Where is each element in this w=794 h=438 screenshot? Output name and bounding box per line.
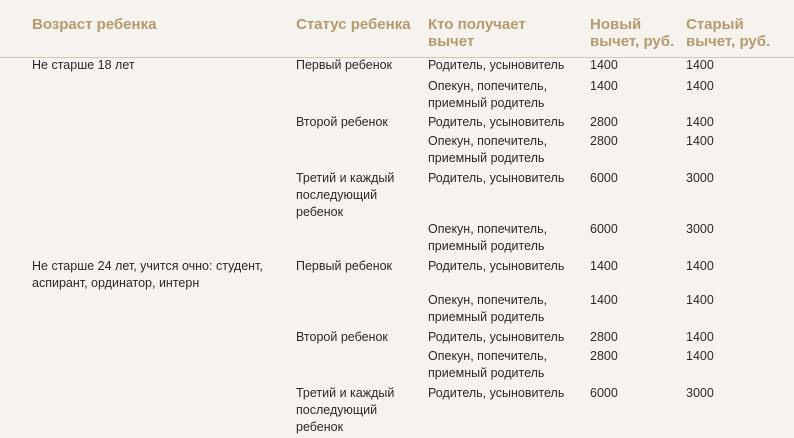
status-third-child: Третий и каждый последующий ребенок: [296, 171, 395, 219]
table-header: [0, 0, 794, 58]
status-first-child: Первый ребенок: [296, 259, 393, 273]
new-deduction-cell: 1400: [590, 58, 618, 72]
recipient-cell: Родитель, усыновитель: [428, 58, 565, 72]
recipient-cell: Опекун, попечитель, приемный родитель: [428, 134, 548, 165]
new-deduction-cell: 1400: [590, 79, 618, 93]
recipient-cell: Опекун, попечитель, приемный родитель: [428, 293, 548, 324]
status-third-child: Третий и каждый последующий ребенок: [296, 386, 395, 434]
old-deduction-cell: 1400: [686, 330, 714, 344]
new-deduction-cell: 6000: [590, 171, 618, 185]
recipient-cell: Родитель, усыновитель: [428, 386, 565, 400]
header-recipient: Кто получает вычет: [428, 16, 526, 50]
header-age: Возраст ребенка: [32, 16, 157, 33]
new-deduction-cell: 2800: [590, 134, 618, 148]
status-second-child: Второй ребенок: [296, 115, 388, 129]
new-deduction-cell: 1400: [590, 259, 618, 273]
status-second-child: Второй ребенок: [296, 330, 388, 344]
header-new-deduction: Новый вычет, руб.: [590, 16, 675, 50]
recipient-cell: Родитель, усыновитель: [428, 330, 565, 344]
recipient-cell: Родитель, усыновитель: [428, 115, 565, 129]
header-old-deduction: Старый вычет, руб.: [686, 16, 771, 50]
recipient-cell: Опекун, попечитель, приемный родитель: [428, 349, 548, 380]
status-first-child: Первый ребенок: [296, 58, 393, 72]
old-deduction-cell: 1400: [686, 134, 714, 148]
new-deduction-cell: 6000: [590, 386, 618, 400]
old-deduction-cell: 1400: [686, 115, 714, 129]
new-deduction-cell: 6000: [590, 222, 618, 236]
old-deduction-cell: 1400: [686, 259, 714, 273]
new-deduction-cell: 2800: [590, 115, 618, 129]
new-deduction-cell: 2800: [590, 330, 618, 344]
age-group-1: Не старше 18 лет: [32, 58, 135, 72]
age-group-2: Не старше 24 лет, учится очно: студент, аспирант, ординатор, интерн: [32, 259, 263, 290]
recipient-cell: Опекун, попечитель, приемный родитель: [428, 79, 548, 110]
recipient-cell: Опекун, попечитель, приемный родитель: [428, 222, 548, 253]
recipient-cell: Родитель, усыновитель: [428, 259, 565, 273]
new-deduction-cell: 1400: [590, 293, 618, 307]
old-deduction-cell: 1400: [686, 58, 714, 72]
old-deduction-cell: 1400: [686, 349, 714, 363]
old-deduction-cell: 1400: [686, 79, 714, 93]
old-deduction-cell: 1400: [686, 293, 714, 307]
header-status: Статус ребенка: [296, 16, 411, 33]
old-deduction-cell: 3000: [686, 171, 714, 185]
old-deduction-cell: 3000: [686, 222, 714, 236]
recipient-cell: Родитель, усыновитель: [428, 171, 565, 185]
new-deduction-cell: 2800: [590, 349, 618, 363]
old-deduction-cell: 3000: [686, 386, 714, 400]
